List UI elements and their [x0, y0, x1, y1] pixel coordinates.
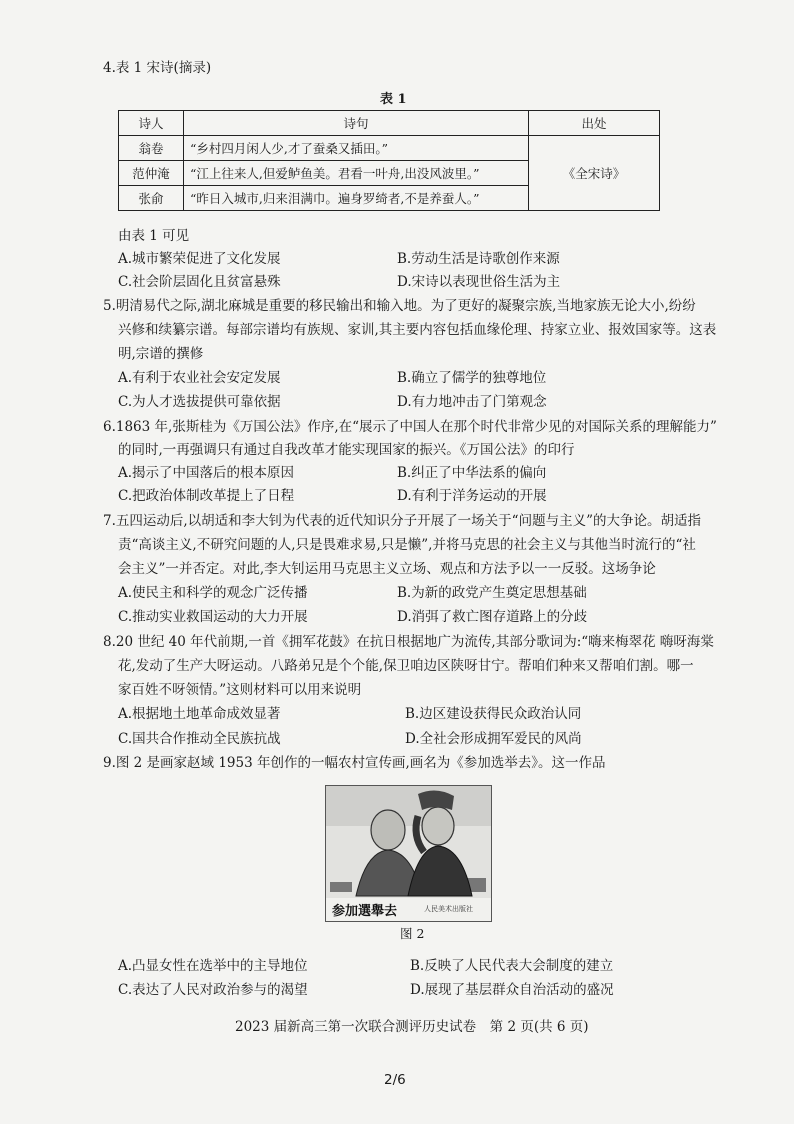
q4-option-c[interactable]: C.社会阶层固化且贫富悬殊	[118, 274, 281, 290]
q4-option-d[interactable]: D.宋诗以表现世俗生活为主	[397, 274, 561, 290]
q5-line: 兴修和续纂宗谱。每部宗谱均有族规、家训,其主要内容包括血缘伦理、持家立业、报效国家等。这表	[118, 322, 717, 338]
q5-line: 明,宗谱的撰修	[118, 346, 204, 362]
verse-cell: “昨日入城市,归来泪满巾。遍身罗绮者,不是养蚕人。”	[184, 186, 529, 211]
q7-option-d[interactable]: D.消弭了救亡图存道路上的分歧	[397, 609, 588, 625]
q7-line: 责“高谈主义,不研究问题的人,只是畏难求易,只是懒”,并将马克思的社会主义与其他当时流行的“社	[118, 537, 696, 553]
header-source: 出处	[529, 111, 660, 136]
verse-cell: “乡村四月闲人少,才了蚕桑又插田。”	[184, 136, 529, 161]
q6-line: 6.1863 年,张斯桂为《万国公法》作序,在“展示了中国人在那个时代非常少见的对国际关系的理解能力”	[103, 419, 717, 435]
q8-option-d[interactable]: D.全社会形成拥军爱民的风尚	[405, 731, 582, 747]
q7-line: 会主义”一并否定。对此,李大钊运用马克思主义立场、观点和方法予以一一反驳。这场争论	[118, 561, 656, 577]
poster-title: 参加選舉去	[332, 904, 398, 919]
q5-option-c[interactable]: C.为人才选拔提供可靠依据	[118, 394, 281, 410]
q4-option-b[interactable]: B.劳动生活是诗歌创作来源	[397, 251, 560, 267]
q4-option-a[interactable]: A.城市繁荣促进了文化发展	[118, 251, 281, 267]
q6-option-d[interactable]: D.有利于洋务运动的开展	[397, 488, 547, 504]
q5-option-d[interactable]: D.有力地冲击了门第观念	[397, 394, 547, 410]
header-verse: 诗句	[184, 111, 529, 136]
q7-option-c[interactable]: C.推动实业救国运动的大力开展	[118, 609, 308, 625]
q8-line: 家百姓不呀领情。”这则材料可以用来说明	[118, 682, 362, 698]
poet-cell: 范仲淹	[119, 161, 184, 186]
poet-cell: 翁卷	[119, 136, 184, 161]
q9-stem: 9.图 2 是画家赵域 1953 年创作的一幅农村宣传画,画名为《参加选举去》。这一作品	[103, 755, 606, 771]
q8-line: 花,发动了生产大呀运动。八路弟兄是个个能,保卫咱边区陕呀甘宁。帮咱们种来又帮咱们割。哪一	[118, 658, 694, 674]
propaganda-poster-image	[325, 785, 492, 922]
q5-option-b[interactable]: B.确立了儒学的独尊地位	[397, 370, 547, 386]
page-footer: 2023 届新高三第一次联合测评历史试卷 第 2 页(共 6 页)	[235, 1019, 589, 1035]
q5-option-a[interactable]: A.有利于农业社会安定发展	[118, 370, 281, 386]
page-number: 2/6	[384, 1072, 406, 1088]
q9-option-c[interactable]: C.表达了人民对政治参与的渴望	[118, 982, 308, 998]
q9-option-d[interactable]: D.展现了基层群众自治活动的盛况	[410, 982, 614, 998]
q7-option-b[interactable]: B.为新的政党产生奠定思想基础	[397, 585, 587, 601]
poster-publisher: 人民美术出版社	[424, 905, 473, 913]
q4-lead: 由表 1 可见	[118, 228, 190, 244]
header-poet: 诗人	[119, 111, 184, 136]
q6-option-c[interactable]: C.把政治体制改革提上了日程	[118, 488, 295, 504]
table-title: 表 1	[380, 92, 407, 107]
q4-stem: 4.表 1 宋诗(摘录)	[103, 60, 212, 76]
source-cell: 《全宋诗》	[529, 136, 660, 211]
q6-option-a[interactable]: A.揭示了中国落后的根本原因	[118, 465, 295, 481]
q8-option-b[interactable]: B.边区建设获得民众政治认同	[405, 706, 582, 722]
q6-line: 的同时,一再强调只有通过自我改革才能实现国家的振兴。《万国公法》的印行	[118, 442, 575, 458]
q8-option-c[interactable]: C.国共合作推动全民族抗战	[118, 731, 281, 747]
figure-caption: 图 2	[400, 926, 425, 941]
q7-option-a[interactable]: A.使民主和科学的观念广泛传播	[118, 585, 308, 601]
poet-cell: 张俞	[119, 186, 184, 211]
q6-option-b[interactable]: B.纠正了中华法系的偏向	[397, 465, 547, 481]
q8-option-a[interactable]: A.根据地土地革命成效显著	[118, 706, 281, 722]
q5-line: 5.明清易代之际,湖北麻城是重要的移民输出和输入地。为了更好的凝聚宗族,当地家族无论大小,纷纷	[103, 298, 696, 314]
q9-option-b[interactable]: B.反映了人民代表大会制度的建立	[410, 958, 614, 974]
q9-option-a[interactable]: A.凸显女性在选举中的主导地位	[118, 958, 308, 974]
verse-cell: “江上往来人,但爱鲈鱼美。君看一叶舟,出没风波里。”	[184, 161, 529, 186]
q7-line: 7.五四运动后,以胡适和李大钊为代表的近代知识分子开展了一场关于“问题与主义”的大争论。胡适指	[103, 513, 701, 529]
q8-line: 8.20 世纪 40 年代前期,一首《拥军花鼓》在抗日根据地广为流传,其部分歌词为:“嗨来梅翠花 嗨呀海棠	[103, 634, 714, 650]
poem-table	[118, 110, 660, 211]
